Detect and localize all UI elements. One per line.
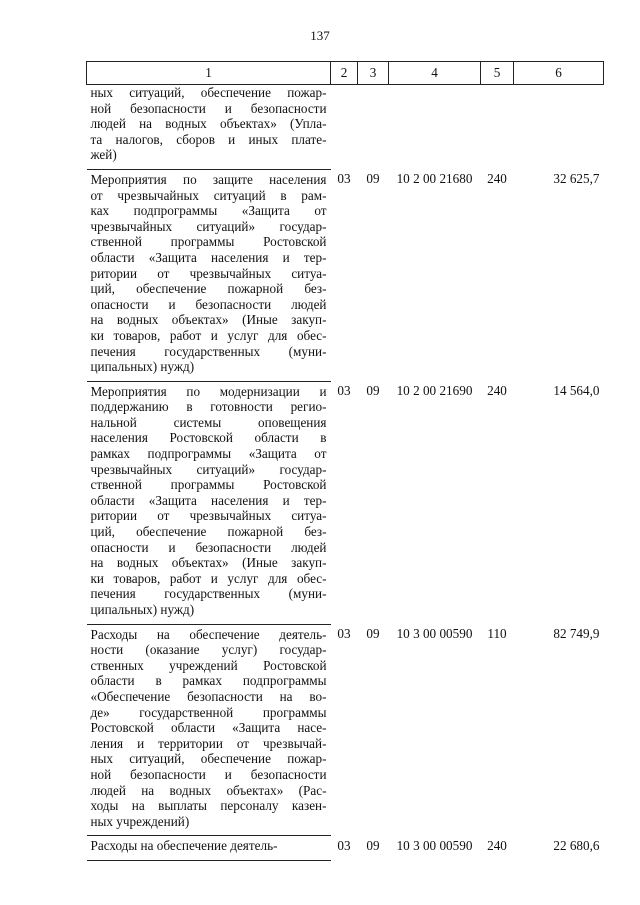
description-line: людей на водных объектах» (Рас-: [90, 782, 327, 798]
table-header-row: [87, 62, 604, 85]
table-row: [87, 836, 604, 861]
description-line: ления и территории от чрезвычай-: [90, 735, 327, 751]
row-description: [87, 381, 331, 624]
amount-value: 82 749,9: [553, 626, 600, 642]
target-article-code: 10 2 00 21680: [396, 171, 473, 187]
subsection-code: 09: [366, 171, 380, 187]
subsection-code: 09: [366, 626, 380, 642]
column-header-1: 1: [87, 62, 331, 85]
description-line: ки товаров, работ и услуг для обес-: [90, 570, 327, 586]
description-line: Ростовской области «Защита насе-: [90, 720, 327, 736]
description-line: рамках подпрограммы «Защита от: [90, 446, 327, 462]
expense-type-code: 240: [487, 383, 507, 399]
column-header-4: 4: [389, 62, 481, 85]
description-line: ности (оказание услуг) государ-: [90, 642, 327, 658]
row-description: [87, 836, 331, 861]
description-line: ций, обеспечение пожарной без-: [90, 281, 327, 297]
description-line: Мероприятия по защите населения: [90, 171, 327, 187]
description-line: ной безопасности и безопасности: [90, 766, 327, 782]
description-line: ципальных) нужд): [90, 602, 195, 617]
row-description: [87, 169, 331, 381]
description-line: от чрезвычайных ситуаций в рам-: [90, 187, 327, 203]
table-row: [87, 169, 604, 381]
column-header-3: 3: [358, 62, 389, 85]
table-body: [87, 85, 604, 861]
description-line: ритории от чрезвычайных ситуа-: [90, 508, 327, 524]
description-line: области «Защита населения и тер-: [90, 249, 327, 265]
row-description: [87, 624, 331, 836]
target-article-code: 10 3 00 00590: [396, 626, 473, 642]
description-line: «Обеспечение безопасности на во-: [90, 688, 327, 704]
description-line: населения Ростовской области в: [90, 430, 327, 446]
column-header-2: 2: [331, 62, 358, 85]
section-code: 03: [337, 626, 351, 642]
description-line: ных учреждений): [90, 813, 190, 829]
description-line: жей): [90, 147, 117, 163]
description-line: ственной программы Ростовской: [90, 234, 327, 250]
row-description: [87, 85, 331, 170]
subsection-code: 09: [366, 837, 380, 853]
expense-type-code: 110: [487, 626, 507, 642]
description-line: чрезвычайных ситуаций» государ-: [90, 218, 327, 234]
description-line: Расходы на обеспечение деятель-: [90, 838, 278, 854]
subsection-code: 09: [366, 383, 380, 399]
table-row: [87, 381, 604, 624]
target-article-code: [389, 85, 481, 170]
description-line: ных ситуаций, обеспечение пожар-: [90, 751, 327, 767]
description-line: на водных объектах» (Иные закуп-: [90, 312, 327, 328]
budget-table: [86, 61, 604, 861]
section-code: 03: [337, 837, 351, 853]
table-row: [87, 85, 604, 170]
description-line: печения государственных (муни-: [90, 586, 327, 602]
description-line: ритории от чрезвычайных ситуа-: [90, 265, 327, 281]
description-line: опасности и безопасности людей: [90, 296, 327, 312]
description-line: нальной системы оповещения: [90, 414, 327, 430]
description-line: де» государственной программы: [90, 704, 327, 720]
subsection-code: [358, 85, 389, 170]
description-line: ках подпрограммы «Защита от: [90, 203, 327, 219]
target-article-code: 10 3 00 00590: [396, 837, 473, 853]
description-line: Расходы на обеспечение деятель-: [90, 626, 327, 642]
description-line: опасности и безопасности людей: [90, 539, 327, 555]
amount-value: 32 625,7: [553, 171, 600, 187]
description-line: ной безопасности и безопасности: [90, 100, 327, 116]
description-line: ций, обеспечение пожарной без-: [90, 524, 327, 540]
column-header-6: 6: [514, 62, 604, 85]
description-line: ственной программы Ростовской: [90, 477, 327, 493]
description-line: на водных объектах» (Иные закуп-: [90, 555, 327, 571]
page-number: 137: [310, 28, 330, 43]
description-line: области в рамках подпрограммы: [90, 673, 327, 689]
description-line: печения государственных (муни-: [90, 343, 327, 359]
amount-value: 14 564,0: [553, 383, 600, 399]
description-line: ственных учреждений Ростовской: [90, 657, 327, 673]
description-line: людей на водных объектах» (Упла-: [90, 116, 327, 132]
section-code: 03: [337, 171, 351, 187]
expense-type-code: 240: [487, 837, 507, 853]
description-line: Мероприятия по модернизации и: [90, 383, 327, 399]
description-line: та налогов, сборов и иных плате-: [90, 131, 327, 147]
expense-type-code: 240: [487, 171, 507, 187]
column-header-5: 5: [481, 62, 514, 85]
description-line: ципальных) нужд): [90, 359, 195, 375]
section-code: 03: [337, 383, 351, 399]
section-code: [331, 85, 358, 170]
amount-value: [514, 85, 604, 170]
description-line: ных ситуаций, обеспечение пожар-: [90, 85, 327, 100]
expense-type-code: [481, 85, 514, 170]
description-line: поддержанию в готовности регио-: [90, 399, 327, 415]
description-line: области «Защита населения и тер-: [90, 492, 327, 508]
description-line: чрезвычайных ситуаций» государ-: [90, 461, 327, 477]
description-line: ки товаров, работ и услуг для обес-: [90, 327, 327, 343]
amount-value: 22 680,6: [553, 837, 600, 853]
target-article-code: 10 2 00 21690: [396, 383, 473, 399]
description-line: ходы на выплаты персоналу казен-: [90, 798, 327, 814]
table-row: [87, 624, 604, 836]
